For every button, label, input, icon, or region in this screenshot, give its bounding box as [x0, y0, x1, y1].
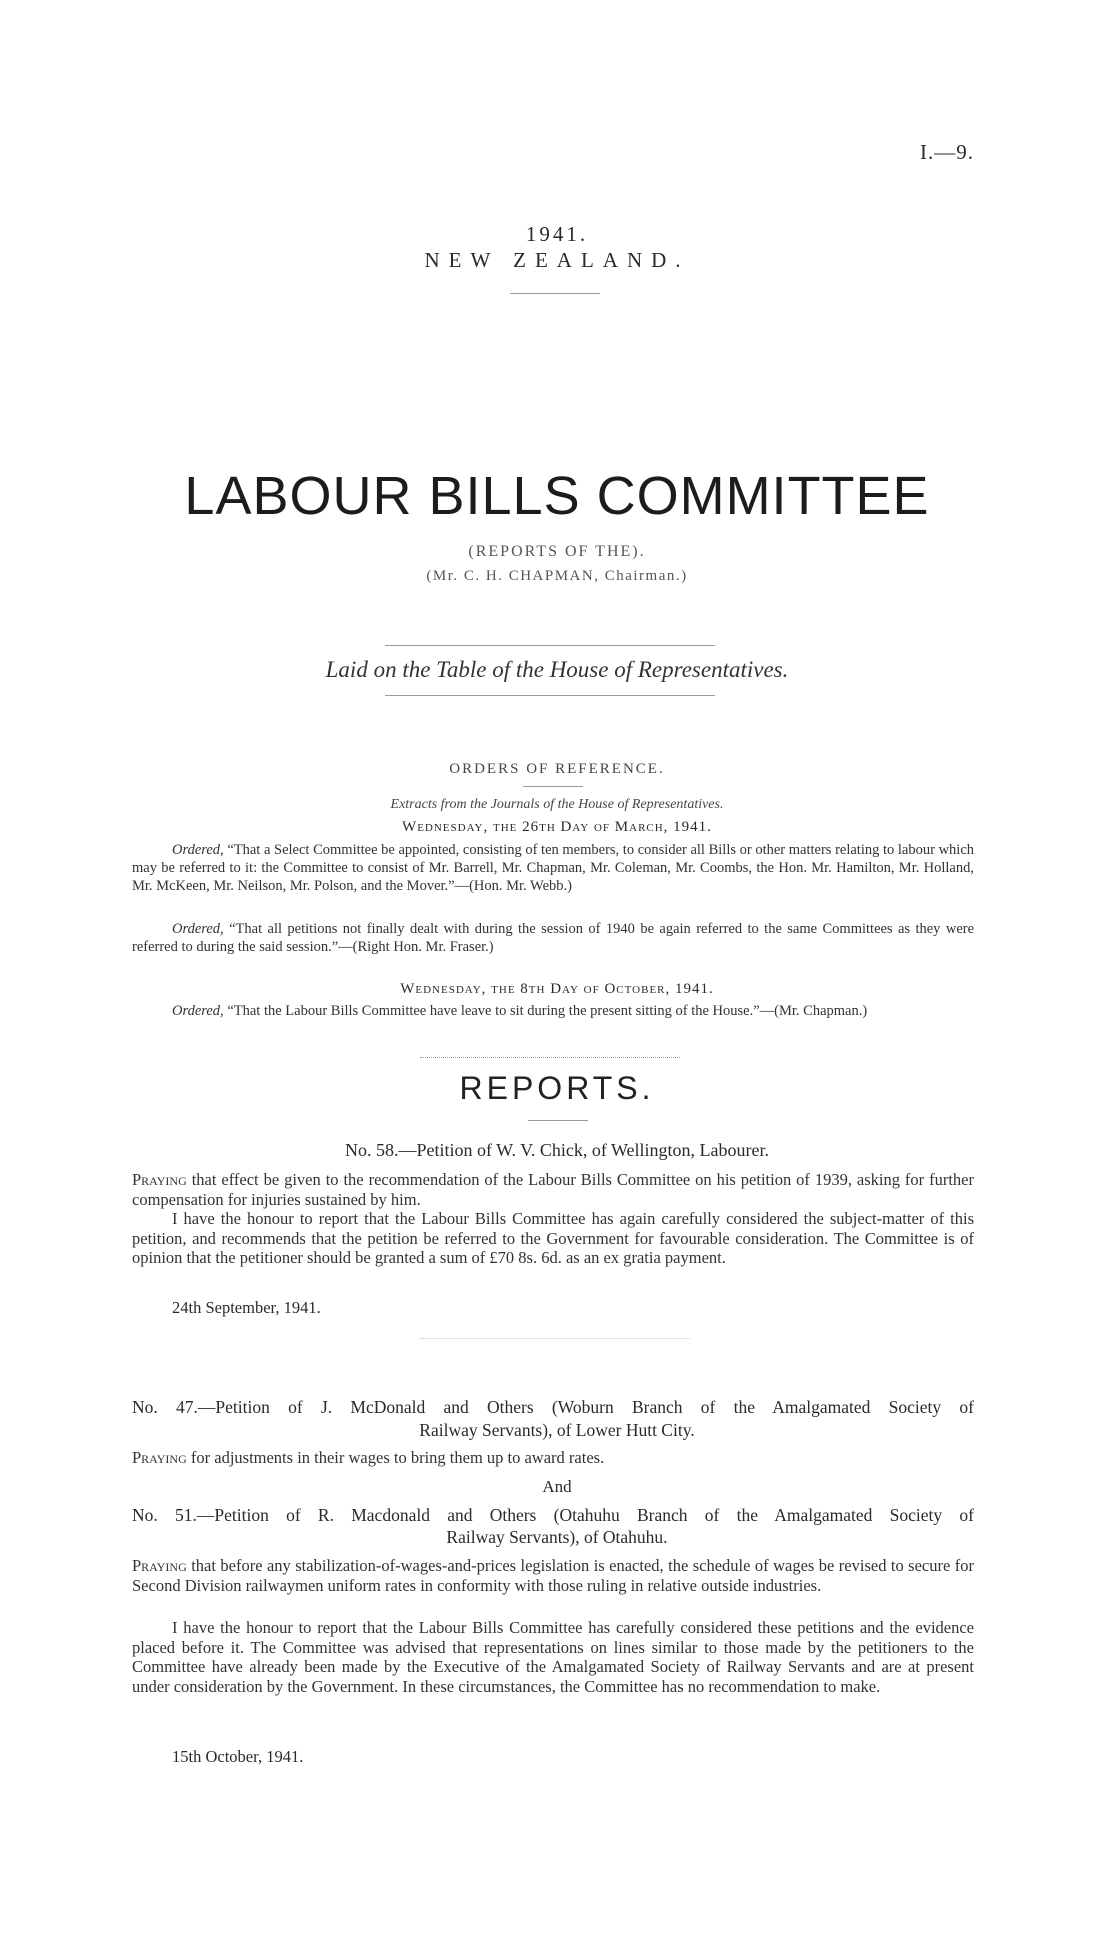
petition-51-report: I have the honour to report that the Labour Bills Committee has carefully considered these petitions and the evidence placed before it. The Committee was advised that representations on lines similar to those made by the petitioners to the Committee have already been made by the Executive of the Amalgamated Society of Railway Servants and are at present under consideration by the Government. In these circumstances, the Committee has no recommendation to make.: [132, 1618, 974, 1696]
petition-51-title-line1: No. 51.—Petition of R. Macdonald and Others (Otahuhu Branch of the Amalgamated Society of: [132, 1505, 974, 1525]
petition-58-date: 24th September, 1941.: [172, 1298, 321, 1317]
praying-label: Praying: [132, 1556, 187, 1575]
order-2: Ordered, “That all petitions not finally dealt with during the session of 1940 be again referred to the same Committees as they were referred to during the said session.”—(Right Hon. Mr. Fraser.): [132, 921, 975, 955]
order-1: Ordered, “That a Select Committee be appointed, consisting of ten members, to consider all Bills or other matters relating to labour which may be referred to it: the Committee to consist of Mr. Barrell, Mr. Chapman, Mr. Coleman, Mr. Coombs, the Hon. Mr. Hamilton, Mr. Holland, Mr. McKeen, Mr. Neilson, Mr. Polson, and the Mover.”—(Hon. Mr. Webb.): [132, 842, 975, 894]
reports-heading: REPORTS.: [459, 1070, 655, 1106]
ordered-label: Ordered,: [172, 921, 224, 937]
praying-label: Praying: [132, 1170, 187, 1189]
petition-58-praying: Praying that effect be given to the recommendation of the Labour Bills Committee on his petition of 1939, asking for further compensation for injuries sustained by him.: [132, 1170, 975, 1209]
orders-heading: ORDERS OF REFERENCE.: [449, 761, 665, 777]
laid-on-table: Laid on the Table of the House of Representatives.: [325, 657, 789, 682]
divider: [420, 1338, 690, 1339]
divider: [385, 695, 715, 696]
petition-47-title-line2: Railway Servants), of Lower Hutt City.: [419, 1420, 695, 1440]
order-3: Ordered, “That the Labour Bills Committee have leave to sit during the present sitting of the House.”—(Mr. Chapman.): [172, 1003, 868, 1019]
divider: [510, 293, 600, 294]
country: NEW ZEALAND.: [424, 248, 690, 272]
petition-58-title: No. 58.—Petition of W. V. Chick, of Wellington, Labourer.: [344, 1140, 770, 1160]
document-title: LABOUR BILLS COMMITTEE: [184, 466, 930, 526]
divider: [528, 1120, 588, 1121]
petition-58-report: I have the honour to report that the Labour Bills Committee has again carefully considered the subject-matter of this petition, and recommends that the petition be referred to the Government for favourable consideration. The Committee is of opinion that the petitioner should be granted a sum of £70 8s. 6d. as an ex gratia payment.: [132, 1209, 974, 1267]
petition-51-date: 15th October, 1941.: [172, 1747, 304, 1766]
document-subtitle: (REPORTS OF THE).: [468, 543, 646, 560]
ordered-label: Ordered,: [172, 842, 224, 858]
page-reference: I.—9.: [920, 140, 974, 164]
chairman-line: (Mr. C. H. CHAPMAN, Chairman.): [426, 568, 688, 584]
order-date-1: Wednesday, the 26th Day of March, 1941.: [402, 819, 712, 835]
ordered-label: Ordered,: [172, 1003, 224, 1019]
praying-label: Praying: [132, 1448, 187, 1467]
and-separator: And: [542, 1477, 572, 1496]
divider: [385, 645, 715, 646]
order-date-2: Wednesday, the 8th Day of October, 1941.: [400, 981, 714, 997]
year: 1941.: [525, 222, 589, 246]
petition-51-title-line2: Railway Servants), of Otahuhu.: [446, 1527, 668, 1547]
petition-47-title-line1: No. 47.—Petition of J. McDonald and Others (Woburn Branch of the Amalgamated Society of: [132, 1397, 974, 1417]
extracts-line: Extracts from the Journals of the House of Representatives.: [390, 797, 724, 812]
divider: [420, 1057, 680, 1058]
divider: [523, 786, 583, 787]
petition-47-praying: Praying for adjustments in their wages to bring them up to award rates.: [132, 1448, 605, 1467]
petition-51-praying: Praying that before any stabilization-of-wages-and-prices legislation is enacted, the schedule of wages be revised to secure for Second Division railwaymen uniform rates in conformity with those ruling in relative outside industries.: [132, 1556, 974, 1595]
